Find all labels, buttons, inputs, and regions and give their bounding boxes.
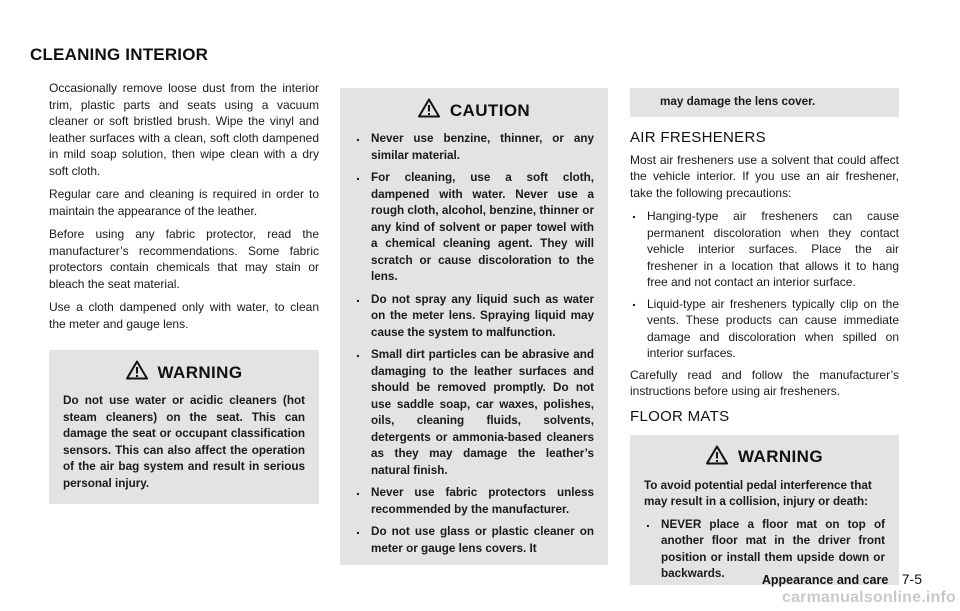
section-heading-air-fresheners: AIR FRESHENERS	[630, 128, 766, 146]
paragraph: Most air fresheners use a solvent that could affect the vehicle interior. If you use an air freshener, take the following precautions:	[630, 152, 899, 200]
list-item: . Hanging-type air fresheners can cause permanent discoloration when they contact vehicle interior surfaces. Place the air freshener in a location that allows it to hang free and not contact an interior surface.	[630, 208, 899, 291]
paragraph: Occasionally remove loose dust from the interior trim, plastic parts and seats using a vacuum cleaner or soft bristled brush. Wipe the vinyl and leather surfaces with a clean, soft cloth dampened in mild soap solution, then wipe clean with a dry soft cloth.	[49, 81, 319, 178]
paragraph: Regular care and cleaning is required in order to maintain the appearance of the leather.	[49, 187, 319, 218]
list-item: . Do not use glass or plastic cleaner on meter or gauge lens covers. It	[354, 524, 594, 557]
warning-triangle-icon	[706, 445, 728, 470]
page-title: CLEANING INTERIOR	[30, 45, 209, 64]
caution-list	[354, 131, 594, 557]
list-item: . NEVER place a floor mat on top of another floor mat in the driver front position or install them upside down or backwards.	[644, 517, 885, 583]
column-left	[49, 80, 319, 504]
warning-text: Do not use water or acidic cleaners (hot steam cleaners) on the seat. This can damage the seat or occupant classification sensors. This can also affect the operation of the air bag system and result in serious personal injury.	[63, 394, 305, 490]
list-item: . Small dirt particles can be abrasive and damaging to the leather surfaces and should be removed promptly. Do not use saddle soap, car waxes, polishes, oils, cleaning fluids, solvents, detergents or ammonia-based cleaners as they may damage the leather’s natural finish.	[354, 347, 594, 479]
warning-triangle-icon	[126, 360, 148, 385]
section-heading-floor-mats: FLOOR MATS	[630, 407, 730, 425]
warning-text: To avoid potential pedal interference that may result in a collision, injury or death:	[644, 478, 872, 508]
page-number: 7-5	[901, 571, 922, 587]
paragraph: Use a cloth dampened only with water, to clean the meter and gauge lens.	[49, 300, 319, 331]
list-item: . For cleaning, use a soft cloth, dampened with water. Never use a rough cloth, alcohol, benzine, thinner or any kind of solvent or paper towel with a chemical cleaning agent. They will scratch or cause discoloration to the lens.	[354, 170, 594, 286]
air-freshener-list	[630, 208, 899, 362]
warning-box-floor-mats	[630, 435, 899, 585]
warning-box-seat	[49, 350, 319, 504]
list-item: . Never use fabric protectors unless recommended by the manufacturer.	[354, 485, 594, 518]
list-item: . Do not spray any liquid such as water on the meter lens. Spraying liquid may cause the system to malfunction.	[354, 292, 594, 342]
list-item: . Never use benzine, thinner, or any similar material.	[354, 131, 594, 164]
warning-title: WARNING	[157, 362, 243, 382]
warning-triangle-icon	[418, 98, 440, 123]
paragraph: Carefully read and follow the manufacturer’s instructions before using air fresheners.	[630, 367, 899, 398]
footer-section-name: Appearance and care	[761, 573, 889, 587]
warning-header	[63, 350, 305, 393]
page-footer	[762, 571, 922, 587]
caution-title: CAUTION	[449, 100, 531, 120]
column-right	[630, 88, 899, 585]
column-middle	[340, 88, 608, 565]
caution-continuation: may damage the lens cover.	[630, 88, 899, 117]
warning-title: WARNING	[738, 447, 823, 466]
list-item: . Liquid-type air fresheners typically clip on the vents. These products can cause immediate damage and discoloration when spilled on interior surfaces.	[630, 296, 899, 362]
caution-header	[354, 88, 594, 131]
paragraph: Before using any fabric protector, read the manufacturer’s recommendations. Some fabric protectors contain chemicals that may stain or bleach the seat material.	[49, 227, 319, 291]
watermark: carmanualsonline.info	[781, 589, 956, 606]
caution-box	[340, 88, 608, 565]
warning-header	[644, 435, 885, 478]
